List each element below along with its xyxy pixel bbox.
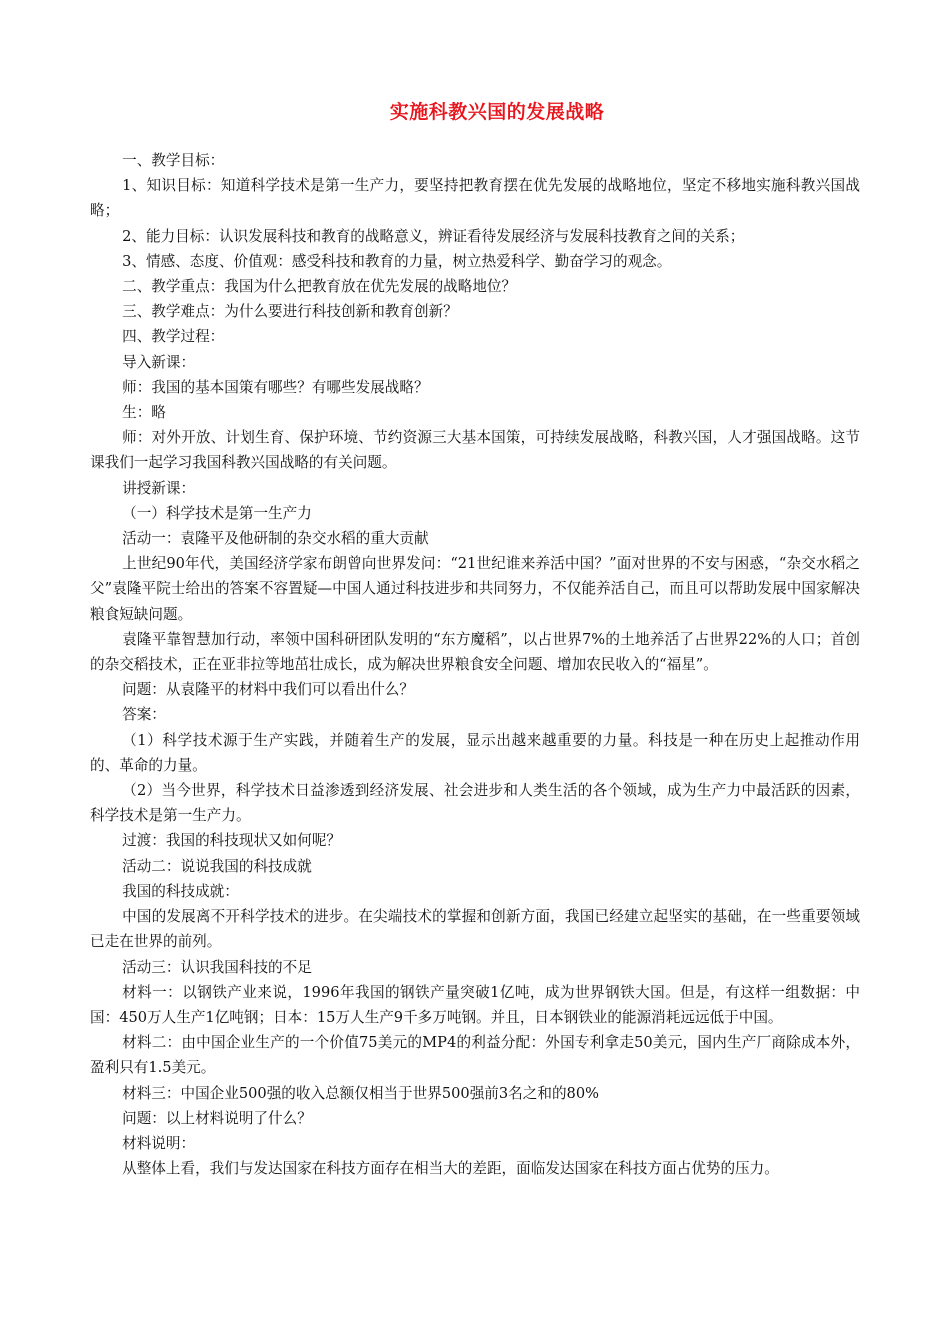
paragraph: 活动二：说说我国的科技成就 bbox=[122, 857, 312, 875]
paragraph: 答案： bbox=[122, 706, 166, 724]
paragraph: 材料说明： bbox=[122, 1134, 196, 1152]
paragraph: 从整体上看，我们与发达国家在科技方面存在相当大的差距，面临发达国家在科技方面占优势的压力。 bbox=[122, 1160, 779, 1178]
paragraph: 3、情感、态度、价值观：感受科技和教育的力量，树立热爱科学、勤奋学习的观念。 bbox=[122, 252, 672, 270]
paragraph: 过渡：我国的科技现状又如何呢？ bbox=[122, 832, 342, 850]
paragraph: 活动三：认识我国科技的不足 bbox=[122, 958, 312, 976]
paragraph: 1、知识目标：知道科学技术是第一生产力，要坚持把教育摆在优先发展的战略地位，坚定不移地实施科教兴国战略； bbox=[90, 177, 860, 220]
paragraph: 三、教学难点：为什么要进行科技创新和教育创新？ bbox=[122, 303, 458, 321]
paragraph: 讲授新课： bbox=[122, 479, 196, 497]
paragraph: 问题：从袁隆平的材料中我们可以看出什么？ bbox=[122, 681, 414, 699]
paragraph: 四、教学过程： bbox=[122, 328, 225, 346]
paragraph: 上世纪90年代，美国经济学家布朗曾向世界发问：“21世纪谁来养活中国？”面对世界的不安与困惑，“杂交水稻之父”袁隆平院士给出的答案不容置疑—中国人通过科技进步和共同努力，不仅能养活自己，而且可以帮助发展中国家解决粮食短缺问题。 bbox=[90, 555, 860, 623]
paragraph: 材料一：以钢铁产业来说，1996年我国的钢铁产量突破1亿吨，成为世界钢铁大国。但是，有这样一组数据：中国：450万人生产1亿吨钢；日本：15万人生产9千多万吨钢。并且，日本钢铁业的能源消耗远远低于中国。 bbox=[90, 983, 860, 1026]
paragraph: 材料二：由中国企业生产的一个价值75美元的MP4的利益分配：外国专利拿走50美元，国内生产厂商除成本外，盈利只有1.5美元。 bbox=[90, 1034, 860, 1077]
paragraph: 师：我国的基本国策有哪些？有哪些发展战略？ bbox=[122, 378, 429, 396]
paragraph: 生：略 bbox=[122, 404, 166, 422]
paragraph: 2、能力目标：认识发展科技和教育的战略意义，辨证看待发展经济与发展科技教育之间的关系； bbox=[122, 227, 745, 245]
paragraph: 师：对外开放、计划生育、保护环境、节约资源三大基本国策，可持续发展战略，科教兴国，人才强国战略。这节课我们一起学习我国科教兴国战略的有关问题。 bbox=[90, 429, 860, 472]
paragraph: 一、教学目标： bbox=[122, 152, 225, 169]
paragraph: 导入新课： bbox=[122, 353, 196, 371]
paragraph: 材料三：中国企业500强的收入总额仅相当于世界500强前3名之和的80% bbox=[122, 1084, 599, 1102]
page-title: 实施科教兴国的发展战略 bbox=[389, 101, 605, 123]
paragraph: （一）科学技术是第一生产力 bbox=[122, 504, 312, 522]
paragraph: 活动一：袁隆平及他研制的杂交水稻的重大贡献 bbox=[122, 530, 429, 548]
paragraph: （1）科学技术源于生产实践，并随着生产的发展，显示出越来越重要的力量。科技是一种在历史上起推动作用的、革命的力量。 bbox=[90, 731, 860, 774]
paragraph: （2）当今世界，科学技术日益渗透到经济发展、社会进步和人类生活的各个领域，成为生产力中最活跃的因素，科学技术是第一生产力。 bbox=[90, 782, 860, 825]
paragraph: 我国的科技成就： bbox=[122, 882, 239, 900]
document-body bbox=[90, 148, 860, 1181]
paragraph: 问题：以上材料说明了什么？ bbox=[122, 1109, 312, 1127]
paragraph: 中国的发展离不开科学技术的进步。在尖端技术的掌握和创新方面，我国已经建立起坚实的基础，在一些重要领域已走在世界的前列。 bbox=[90, 908, 860, 951]
paragraph: 二、教学重点：我国为什么把教育放在优先发展的战略地位？ bbox=[122, 278, 517, 296]
paragraph: 袁隆平靠智慧加行动，率领中国科研团队发明的“东方魔稻”，以占世界7%的土地养活了占世界22%的人口；首创的杂交稻技术，正在亚非拉等地茁壮成长，成为解决世界粮食安全问题、增加农民收入的“福星”。 bbox=[90, 630, 860, 674]
